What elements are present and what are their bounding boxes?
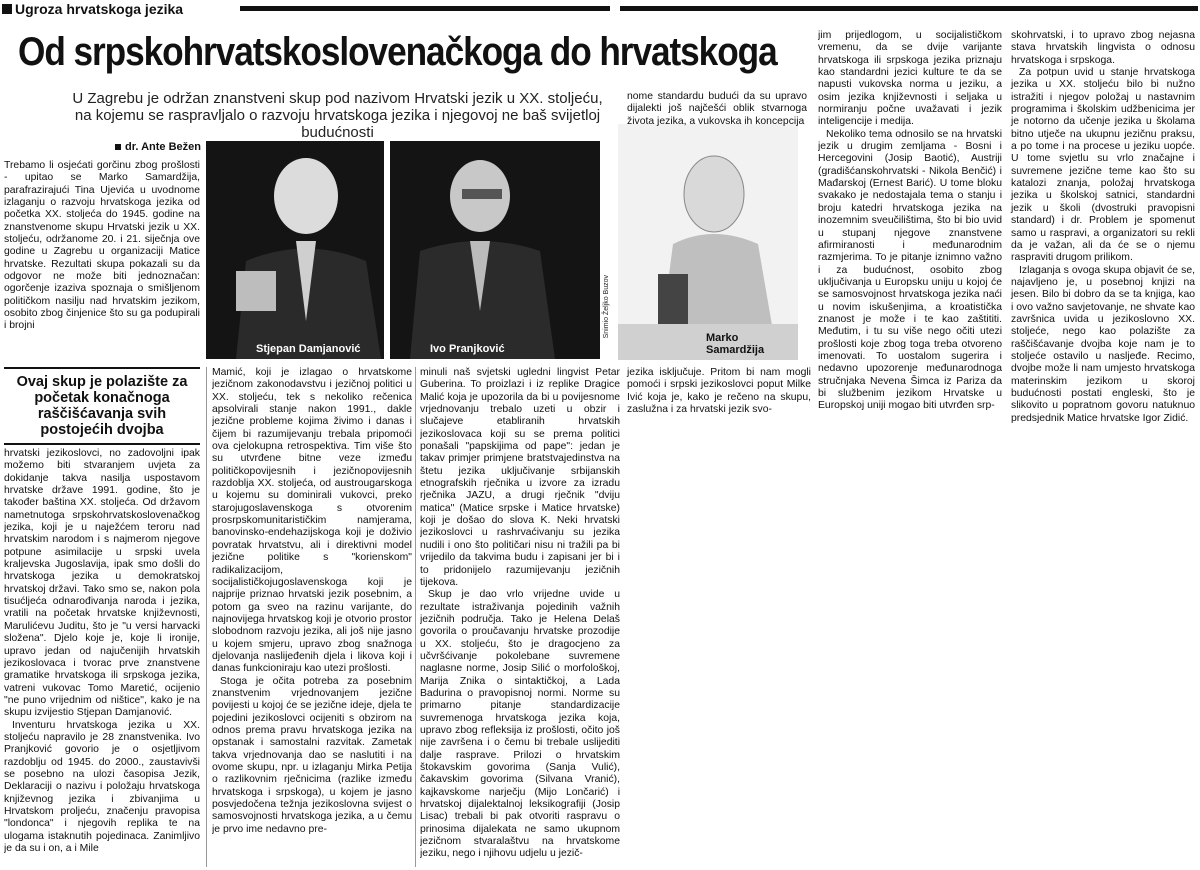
- paragraph: jezika isključuje. Pritom bi nam mogli pomoći i srpski jezikoslovci poput Milke Ivić koja je, kako je rečeno na skupu, zaslužna i za hrvatski jezik svo-: [627, 367, 811, 416]
- paragraph: minuli naš svjetski ugledni lingvist Petar Guberina. To proizlazi i iz replike Dragice Malić koja je upozorila da bi u povijesnome vrjednovanju trebalo uzeti u obzir i slučajeve etabliranih hrvatskih jezikoslovaca koji su se prema politici ponašali "papskijima od pape": jedan je takav primjer primjene bratstvajedinstva na štetu jezika uključivanje srbijanskih etnografskih rječnika u izvore za izradu rječnika JAZU, a drugi rječnik "dviju matica" (Matice srpske i Matice hrvatske) koji je došao do slova K. Neki hrvatski jezikoslovci u rashrvaćivanju su jezika nudili i ono što političari nisu ni tražili pa bi vrijedilo da takvima budu i zapisani jer bi i to pridonijelo razumijevanju jezičnih tijekova.: [420, 367, 620, 588]
- photo-credit: Snimio Željko Buzov: [603, 275, 610, 339]
- paragraph: jim prijedlogom, u socijalističkom vremenu, da se dvije varijante hrvatskoga ili srpskoga jezika priznaju kao standardni jezici kulture te da se napusti vukovska norma u jeziku, a osim jezika književnosti i seljaka u normiranju počne uvažavati i jezik inteligencije i medija.: [818, 30, 1002, 128]
- paragraph: Nekoliko tema odnosilo se na hrvatski jezik u drugim zemljama - Bosni i Hercegovini (Josip Baotić), Austriji (gradišćanskohrvatski - Nikola Benčić) i Mađarskoj (Ernest Barić). U tome bloku svakako je nedostajala tema o stanju i broju katedri hrvatskoga jezika na inozemnim sveučilištima, što bi bio uvid u stupanj njegove znanstvene afirmiranosti i međunarodnim razmjerima. To je pitanje iznimno važno i za budućnost, osobito zbog uključivanja u Europsku uniju u kojoj će se samosvojnost hrvatskoga jezika naći u novim iskušenjima, a kroatistička znanost je može i te kao zaštititi. Međutim, i tu su više nego očiti utezi prošlosti koje zbog toga treba otvoreno imenovati. To uostalom sugerira i nedavno upozorenje međunarodnoga stručnjaka Nevena Šimca iz Pariza da bi službenim jezikom Hrvatske u Europskoj uniji mogao biti utvrđen srp-: [818, 128, 1002, 412]
- byline-author: dr. Ante Bežen: [125, 141, 201, 153]
- column-5: [818, 30, 1002, 870]
- photo-caption: Marko Samardžija: [706, 332, 765, 356]
- section-marker: [2, 4, 12, 14]
- column-divider: [415, 367, 416, 867]
- paragraph: Mamić, koji je izlagao o hrvatskome jezičnom zakonodavstvu i jezičnoj politici u XX. stoljeću, tek s nekoliko rečenica apsolvirali stanje nakon 1991., dakle jezične probleme kojima živimo i danas i čijem bi razumijevanju trebala pripomoći ova cjelokupna retrospektiva. Tim više što su utvrđene bitne veze između političkopovijesnih i jezičnopovijesnih razdoblja XX. stoljeća, od austrougarskoga u kojemu su dominirali vukovci, preko starojugoslavenskoga s otvorenim prosrpskomunitarističkim namjerama, banovinsko-endehazijskoga koji je doživio povratak hrvatstvu, ali i direktivni model jezične politike s "korienskom" radikalizacijom, socijalističkojugoslavenskoga koji je najprije priznao hrvatski jezik posebnim, a potom ga sveo na razinu varijante, do najnovijega hrvatskog koji je otvorio prostor slobodnom razvoju jezika, ali još nije jasno u kojem smjeru, upravo zbog snažnoga djelovanja naslijeđenih djela i likova koji i danas funkcioniraju kao utezi prošlosti.: [212, 367, 412, 675]
- paragraph: Za potpun uvid u stanje hrvatskoga jezika u XX. stoljeću bilo bi nužno istražiti i njegov položaj u nastavnim programima i školskim udžbenicima jer je notorno da učenje jezika u školama bitno utječe na ukupnu jezičnu praksu, a po tome i na procese u jeziku uopće. U tome svjetlu su vrlo značajne i suvremene jezične teme kao što su katalozi znanja, položaj hrvatskoga jezika u školskoj satnici, standardni jezik u školi (dvostruki pravopisni standard) i dr. Problem je spomenut samo u raspravi, a organizatori su rekli da je važan, ali da će se o njemu raspraviti drugom prilikom.: [1011, 67, 1195, 264]
- column-4-top: [627, 91, 807, 128]
- paragraph: Izlaganja s ovoga skupa objavit će se, najavljeno je, u posebnoj knjizi na jesen. Bilo bi dobro da se ta knjiga, kao i ovo važno savjetovanje, ne shvate kao završnica uvida u jezikoslovno XX. stoljeće, nego kao polazište za raščišćavanje dvojba koje nam je to stoljeće ostavilo u nasljeđe. Recimo, dvojbe može li nam umjesto hrvatskoga materinskim jezikom u skoroj budućnosti postati engleski, što je slikovito u popratnom govoru natuknuo predsjednik Matice hrvatske Igor Zidić.: [1011, 264, 1195, 424]
- byline: [115, 141, 201, 153]
- headline: Od srpskohrvatskoslovenačkoga do hrvatskoga: [18, 30, 777, 74]
- column-divider: [206, 367, 207, 867]
- column-6: [1011, 30, 1195, 425]
- paragraph: Inventuru hrvatskoga jezika u XX. stoljeću napravilo je 28 znanstvenika. Ivo Pranjković govorio je o osjetljivom razdoblju od 1945. do 2000., zaustavivši se posebno na ulozi časopisa Jezik, Deklaraciji o nazivu i položaju hrvatskoga književnog jezika i zbivanjima u Hrvatskom proljeću, značenju pravopisa "londonca" i njegovih replika te na ulogama istaknutih pojedinaca. Zanimljivo je da su i on, a i Mile: [4, 719, 200, 854]
- pullquote: Ovaj skup je polazište za početak konačnoga raščišćavanja svih postojećih dvojba: [16, 374, 188, 438]
- lead-text: U Zagrebu je održan znanstveni skup pod nazivom Hrvatski jezik u XX. stoljeću, na kojemu se raspravljalo o razvoju hrvatskoga jezika i njegovoj ne baš svijetloj budućnosti: [72, 90, 603, 141]
- paragraph: nome standardu budući da su upravo dijalekti još najčešći oblik stvarnoga života jezika, a vukovska ih koncepcija: [627, 91, 807, 127]
- photo-pranjkovic: [390, 141, 600, 359]
- pullquote-rule: [4, 443, 200, 445]
- section-header: [0, 0, 1200, 22]
- column-2: [212, 367, 412, 867]
- photo-caption: Stjepan Damjanović: [256, 343, 361, 355]
- photo-caption: Ivo Pranjković: [430, 343, 505, 355]
- portrait-photo-icon: [390, 141, 600, 359]
- paragraph: Skup je dao vrlo vrijedne uvide u rezultate istraživanja pojedinih važnih jezičnih područja. Tako je Helena Delaš govorila o proučavanju hrvatske prozodije u XX. stoljeću, što je dragocjeno za učvršćivanje pokolebane suvremene naglasne norme, Josip Silić o morfološkoj, Marija Znika o sintaktičkoj, a Lada Badurina o pravopisnoj normi. Norme su primarno pitanje standardizacije suvremenoga hrvatskoga jezika koja, upravo zbog refleksija iz prošlosti, očito još nije završena i o čemu bi trebale uslijediti dalje rasprave. Prilozi o hrvatskim štokavskim govorima (Sanja Vulić), čakavskim govorima (Silvana Vranić), kajkavskome narječju (Mijo Lončarić) i hrvatskoj dijalektalnoj leksikografiji (Josip Lisac) trebali bi pak otvoriti raspravu o prinosima dijalekata ne samo ukupnom jezičnom stvaralaštvu na hrvatskome jeziku, nego i njihovu udjelu u jezič-: [420, 589, 620, 860]
- header-rule: [240, 6, 610, 11]
- paragraph: hrvatski jezikoslovci, no zadovoljni ipak možemo biti stvaranjem uvjeta za dokidanje takva nasilja uspostavom hrvatske države 1991. godine, što je također baština XX. stoljeća. Od državom nametnutoga srpskohrvatskoslovenačkog jezika, koji je u naježćem teroru nad hrvatskim narodom i s najmerom njegove potpune asimilacije u srpski uvela kraljevska Jugoslavija, ipak smo došli do hrvatskoga jezika u demokratskoj hrvatskoj državi. Tako smo se, nakon pola tisućljeća odnarođivanja naroda i jezika, vratili na početak hrvatske književnosti, Marulićevu Juditu, što je "u versi harvacki složena". Djelo koje je, koje li ironije, upravo jedan od najučenijih hrvatskih jezikoslovaca i tvorac prve znanstvene gramatike hrvatskoga ili srpskoga jezika, vatreni vukovac Tomo Maretić, ocijenio "ne puno vrijednim od ništice", kako je na skupu izvijestio Stjepan Damjanović.: [4, 448, 200, 719]
- section-label: Ugroza hrvatskoga jezika: [15, 1, 184, 17]
- paragraph: skohrvatski, i to upravo zbog nejasna stava hrvatskih lingvista o odnosu hrvatskoga i srpskoga.: [1011, 30, 1195, 66]
- column-1: [4, 448, 200, 868]
- pullquote-box: [4, 367, 200, 445]
- lead: [70, 90, 605, 141]
- portrait-photo-icon: [618, 124, 798, 360]
- portrait-photo-icon: [206, 141, 384, 359]
- intro-paragraph: Trebamo li osjećati gorčinu zbog prošlosti - upitao se Marko Samardžija, parafrazirajući Tina Ujevića u uvodnome izlaganju o razvoju hrvatskoga jezika od početka XX. stoljeća do 1945. godine na znanstvenome skupu Hrvatski jezik u XX. stoljeću, održanome 20. i 21. siječnja ove godine u Zagrebu u organizaciji Matice hrvatske. Rezultati skupa pokazali su da odgovor ne može biti jednoznačan: ogorčenje izaziva spoznaja o smišljenom političkom nasilju nad hrvatskim jezikom, osobito zbog činjenice što su ga podupirali i brojni: [4, 160, 200, 332]
- column-4-bottom: [627, 367, 811, 416]
- header-rule-right: [620, 6, 1198, 11]
- column-3: [420, 367, 620, 867]
- paragraph: Stoga je očita potreba za posebnim znanstvenim vrjednovanjem jezične povijesti u kojoj će se jezične ideje, djela te pojedini jezikoslovci ocijeniti s obzirom na odnos prema pravu hrvatskoga jezika na opstanak i samostalni razvitak. Zametak takva vrjednovanja dao se naslutiti i na ovome skupu, npr. u izlaganju Mirka Petija o razlikovnim rječnicima (razlike između hrvatskoga i srpskoga), u kojem je jasno posvjedočena težnja jezikoslovna svijest o samosvojnosti hrvatskoga jezika, a u čemu je prvo ime nedavno pre-: [212, 675, 412, 835]
- photo-damjanovic: [206, 141, 384, 359]
- photo-samardzija: [618, 124, 798, 360]
- column-1-intro: [4, 160, 200, 358]
- byline-marker: [115, 144, 121, 150]
